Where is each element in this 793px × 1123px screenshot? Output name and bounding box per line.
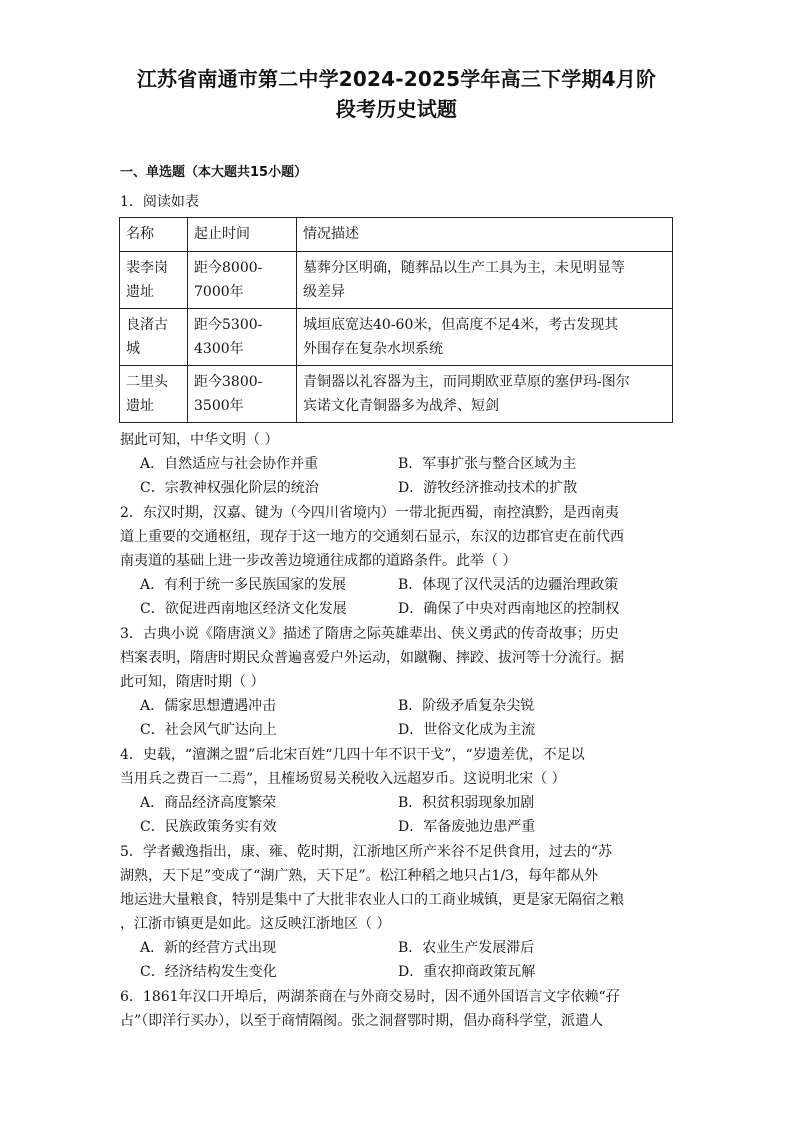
question-2-line: 道上重要的交通枢纽，现存于这一地方的交通刻石显示，东汉的边郡官吏在前代西 bbox=[120, 529, 624, 545]
title-line-2: 段考历史试题 bbox=[335, 97, 458, 121]
option-c: C．宗教神权强化阶层的统治 bbox=[140, 480, 319, 496]
question-2-line: 2．东汉时期，汉嘉、键为（今四川省境内）一带北扼西蜀，南控滇黔，是西南夷 bbox=[120, 505, 619, 521]
title-line-1: 江苏省南通市第二中学2024-2025学年高三下学期4月阶 bbox=[136, 67, 657, 91]
option-c: C．民族政策务实有效 bbox=[140, 819, 277, 835]
option-d: D．游牧经济推动技术的扩散 bbox=[398, 480, 578, 496]
question-3-line: 档案表明，隋唐时期民众普遍喜爱户外运动，如蹴鞠、摔跤、拔河等十分流行。据 bbox=[120, 650, 624, 666]
question-5-line: ，江浙市镇更是如此。这反映江浙地区（ ） bbox=[120, 916, 391, 932]
question-5-line: 地运进大量粮食，特别是集中了大批非农业人口的工商业城镇，更是家无隔宿之粮 bbox=[120, 892, 624, 908]
table-cell: 距今5300- 4300年 bbox=[188, 309, 297, 366]
section-heading: 一、单选题（本大题共15小题） bbox=[120, 165, 308, 180]
table-row bbox=[120, 252, 673, 309]
question-4-line: 4．史载，“澶渊之盟”后北宋百姓“几四十年不识干戈”，“岁遗差优，不足以 bbox=[120, 747, 585, 763]
table-row bbox=[120, 366, 673, 423]
question-2-line: 南夷道的基础上进一步改善边境通往成都的道路条件。此举（ ） bbox=[120, 553, 517, 569]
option-c: C．社会风气旷达向上 bbox=[140, 722, 277, 738]
option-a: A．新的经营方式出现 bbox=[140, 940, 277, 956]
table-cell: 距今3800- 3500年 bbox=[188, 366, 297, 423]
table-row bbox=[120, 309, 673, 366]
option-b: B．体现了汉代灵活的边疆治理政策 bbox=[398, 577, 619, 593]
question-4-line: 当用兵之费百一二焉”，且榷场贸易关税收入远超岁币。这说明北宋（ ） bbox=[120, 771, 566, 787]
question-3-line: 3．古典小说《隋唐演义》描述了隋唐之际英雄辈出、侠义勇武的传奇故事；历史 bbox=[120, 626, 619, 642]
header-cell: 起止时间 bbox=[188, 218, 297, 252]
table-cell: 青铜器以礼容器为主，而同期欧亚草原的塞伊玛-图尔 宾诺文化青铜器多为战斧、短剑 bbox=[297, 366, 673, 423]
option-d: D．军备废弛边患严重 bbox=[398, 819, 536, 835]
option-b: B．农业生产发展滞后 bbox=[398, 940, 535, 956]
table-header-row bbox=[120, 218, 673, 252]
table-cell: 墓葬分区明确，随葬品以生产工具为主，未见明显等 级差异 bbox=[297, 252, 673, 309]
question-1-table bbox=[119, 217, 673, 423]
question-6-line: 占”（即洋行买办），以至于商情隔阂。张之洞督鄂时期，倡办商科学堂，派遣人 bbox=[120, 1013, 604, 1029]
table-cell: 裴李岗 遗址 bbox=[120, 252, 188, 309]
option-b: B．军事扩张与整合区域为主 bbox=[398, 456, 577, 472]
table-cell: 城垣底宽达40-60米，但高度不足4米，考古发现其 外围存在复杂水坝系统 bbox=[297, 309, 673, 366]
option-d: D．重农抑商政策瓦解 bbox=[398, 964, 536, 980]
option-a: A．有利于统一多民族国家的发展 bbox=[140, 577, 347, 593]
question-6-line: 6．1861年汉口开埠后，两湖茶商在与外商交易时，因不通外国语言文字依赖“孖 bbox=[120, 989, 620, 1005]
option-a: A．自然适应与社会协作并重 bbox=[140, 456, 319, 472]
option-d: D．世俗文化成为主流 bbox=[398, 722, 536, 738]
header-cell: 名称 bbox=[120, 218, 188, 252]
table-cell: 距今8000- 7000年 bbox=[188, 252, 297, 309]
table-cell: 二里头 遗址 bbox=[120, 366, 188, 423]
option-a: A．儒家思想遭遇冲击 bbox=[140, 698, 277, 714]
option-b: B．阶级矛盾复杂尖锐 bbox=[398, 698, 535, 714]
option-c: C．欲促进西南地区经济文化发展 bbox=[140, 601, 347, 617]
option-a: A．商品经济高度繁荣 bbox=[140, 795, 277, 811]
table-cell: 良渚古 城 bbox=[120, 309, 188, 366]
question-5-line: 5．学者戴逸指出，康、雍、乾时期，江浙地区所产米谷不足供食用，过去的“苏 bbox=[120, 844, 613, 860]
document-title bbox=[110, 64, 683, 124]
question-1-stem: 1．阅读如表 bbox=[120, 194, 199, 210]
option-b: B．积贫积弱现象加剧 bbox=[398, 795, 535, 811]
header-cell: 情况描述 bbox=[297, 218, 673, 252]
option-d: D．确保了中央对西南地区的控制权 bbox=[398, 601, 620, 617]
question-3-line: 此可知，隋唐时期（ ） bbox=[120, 674, 265, 690]
question-5-line: 湖熟，天下足”变成了“湖广熟，天下足”。松江种稻之地只占1/3，每年都从外 bbox=[120, 868, 599, 884]
option-c: C．经济结构发生变化 bbox=[140, 964, 277, 980]
question-1-prompt: 据此可知，中华文明（ ） bbox=[120, 432, 279, 448]
